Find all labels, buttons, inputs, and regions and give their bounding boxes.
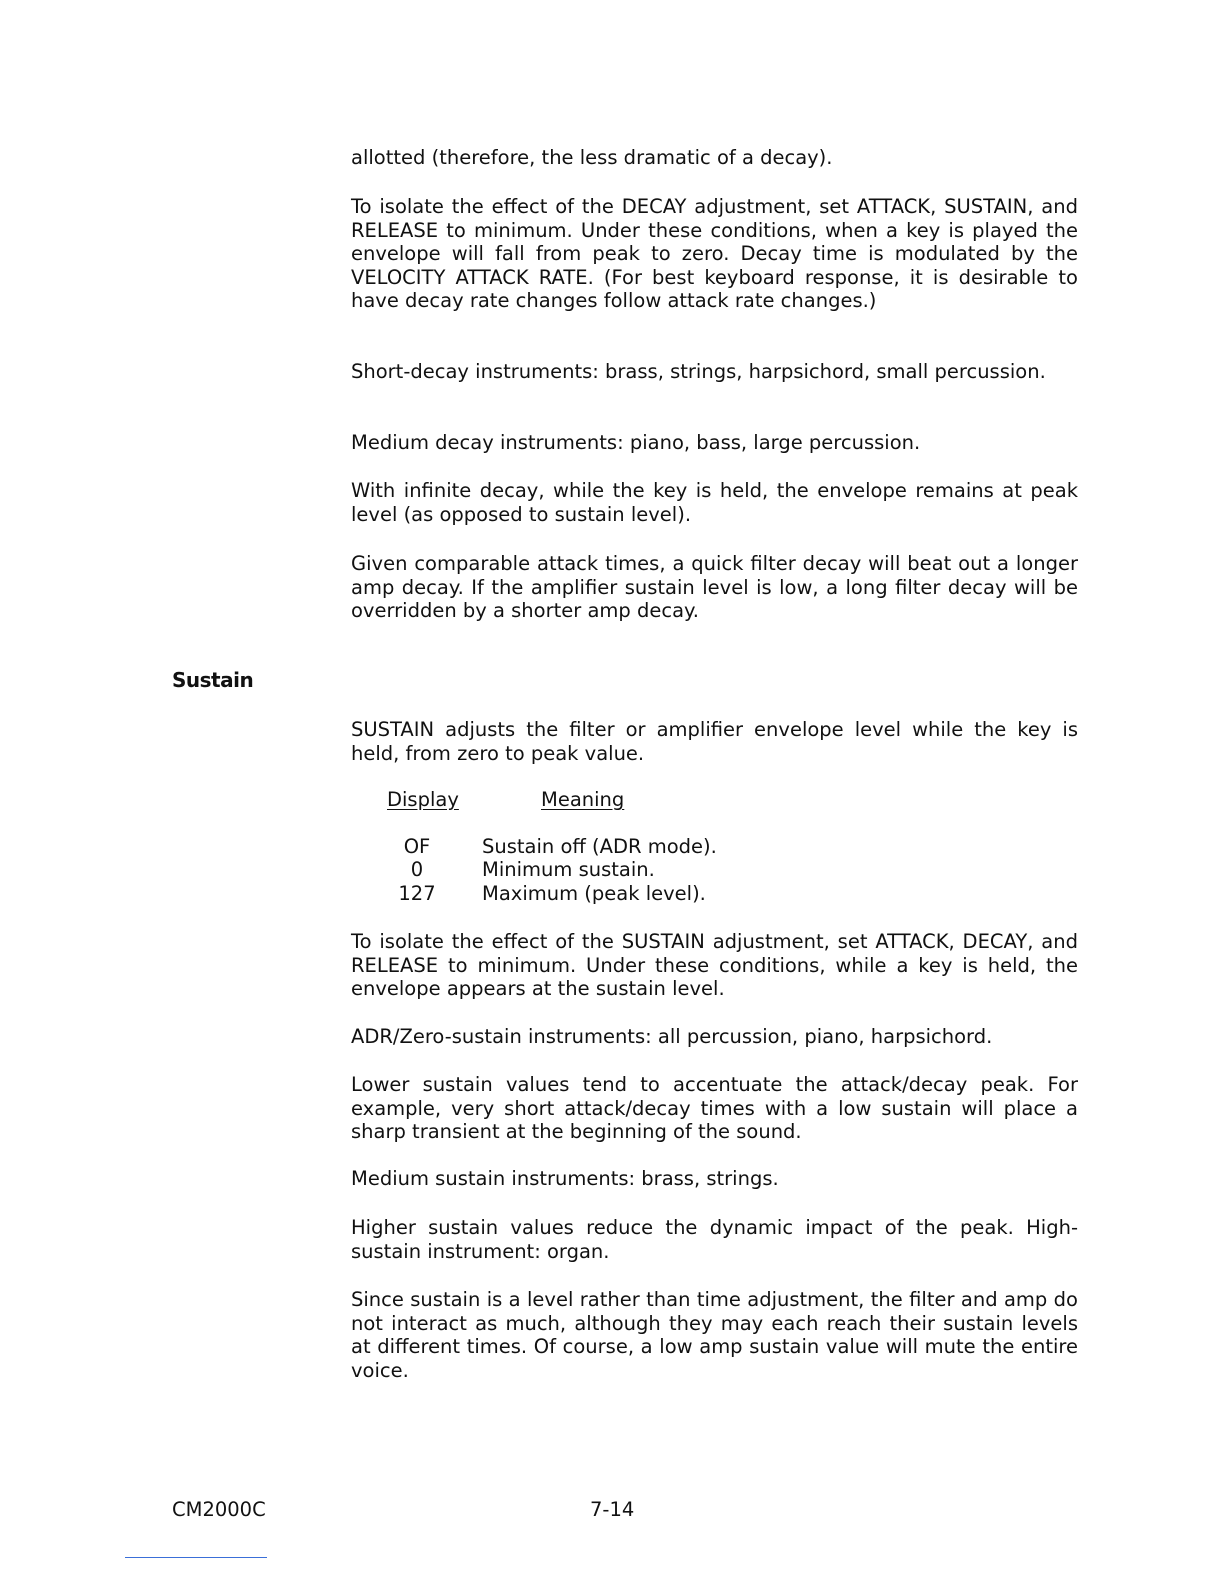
footer-document-id: CM2000C: [172, 1498, 266, 1521]
paragraph-sustain-intro: SUSTAIN adjusts the filter or amplifier envelope level while the key is held, from zero to peak value.: [351, 718, 1078, 765]
paragraph-filter-vs-amp-decay: Given comparable attack times, a quick filter decay will beat out a longer amp decay. If the amplifier sustain level is low, a long filter decay will be overridden by a shorter amp decay.: [351, 552, 1078, 622]
paragraph-medium-sustain-instruments: Medium sustain instruments: brass, strings.: [351, 1167, 779, 1190]
paragraph-zero-sustain-instruments: ADR/Zero-sustain instruments: all percussion, piano, harpsichord.: [351, 1025, 993, 1048]
footer-rule: [125, 1557, 267, 1558]
table-cell-display: 0: [410, 858, 424, 881]
table-cell-meaning: Minimum sustain.: [482, 858, 655, 881]
paragraph-decay-isolate: To isolate the effect of the DECAY adjustment, set ATTACK, SUSTAIN, and RELEASE to minimum. Under these conditions, when a key is played the envelope will fall from peak to zero. Decay time is modulated by the VELOCITY ATTACK RATE. (For best keyboard response, it is desirable to have decay rate changes follow attack rate changes.): [351, 195, 1078, 312]
table-header-display: Display: [387, 788, 459, 811]
table-cell-meaning: Maximum (peak level).: [482, 882, 706, 905]
table-header-meaning: Meaning: [541, 788, 625, 811]
paragraph-sustain-level-note: Since sustain is a level rather than time adjustment, the filter and amp do not interact as much, although they may each reach their sustain levels at different times. Of course, a low amp sustain value will mute the entire voice.: [351, 1288, 1078, 1382]
paragraph-medium-decay-instruments: Medium decay instruments: piano, bass, large percussion.: [351, 431, 921, 454]
paragraph-infinite-decay: With infinite decay, while the key is held, the envelope remains at peak level (as opposed to sustain level).: [351, 479, 1078, 526]
section-heading-sustain: Sustain: [172, 668, 254, 692]
table-cell-meaning: Sustain off (ADR mode).: [482, 835, 717, 858]
footer-page-number: 7-14: [590, 1498, 635, 1521]
table-cell-display: 127: [398, 882, 436, 905]
paragraph-higher-sustain: Higher sustain values reduce the dynamic impact of the peak. High-sustain instrument: organ.: [351, 1216, 1078, 1263]
paragraph-decay-continuation: allotted (therefore, the less dramatic of a decay).: [351, 146, 833, 169]
paragraph-lower-sustain: Lower sustain values tend to accentuate the attack/decay peak. For example, very short attack/decay times with a low sustain will place a sharp transient at the beginning of the sound.: [351, 1073, 1078, 1143]
table-cell-display: OF: [403, 835, 431, 858]
paragraph-short-decay-instruments: Short-decay instruments: brass, strings, harpsichord, small percussion.: [351, 360, 1046, 383]
paragraph-sustain-isolate: To isolate the effect of the SUSTAIN adjustment, set ATTACK, DECAY, and RELEASE to minimum. Under these conditions, while a key is held, the envelope appears at the sustain level.: [351, 930, 1078, 1000]
